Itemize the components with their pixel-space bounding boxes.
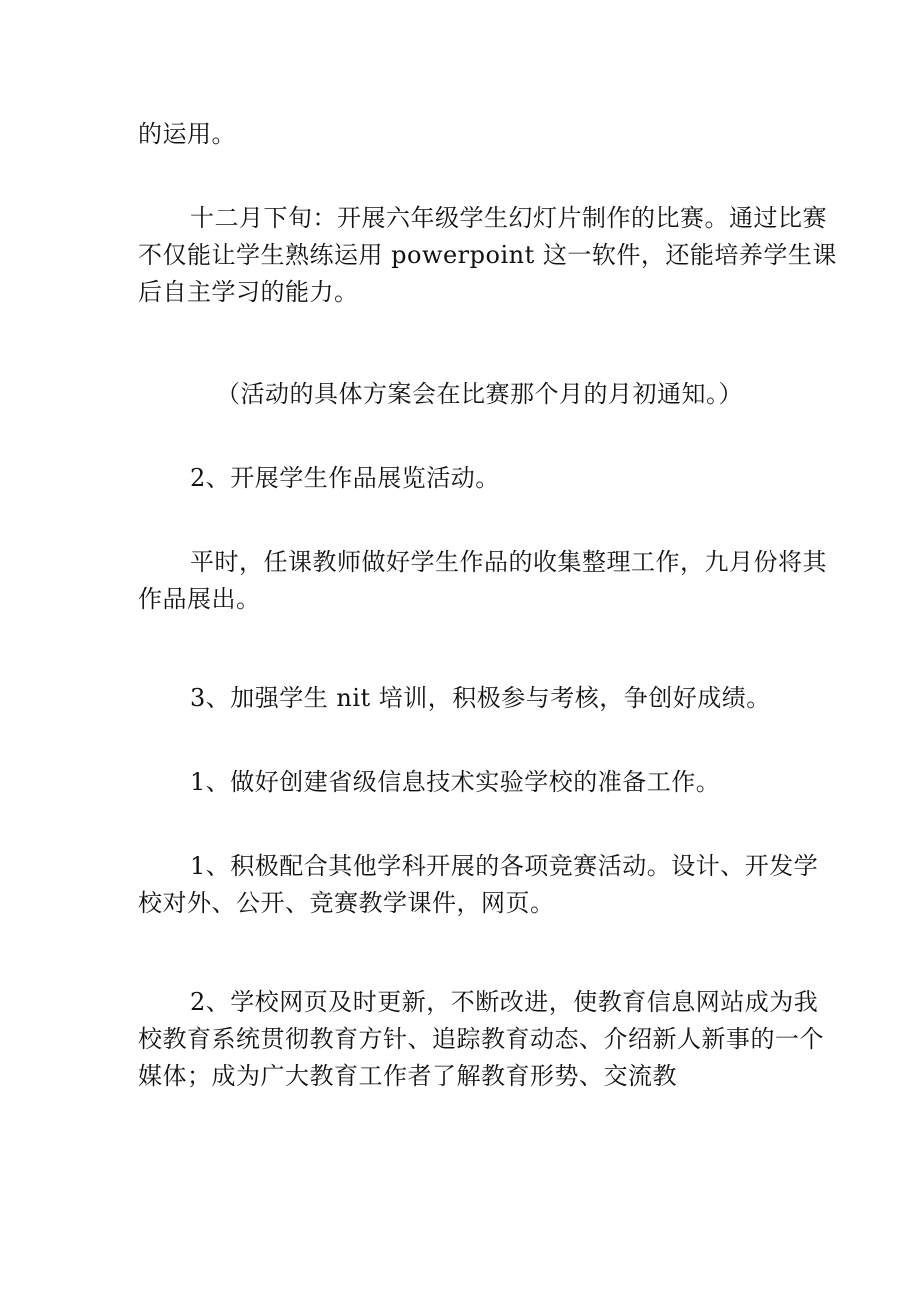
text-line: 校对外、公开、竞赛教学课件，网页。	[138, 889, 555, 917]
text-line: 媒体；成为广大教育工作者了解教育形势、交流教	[138, 1062, 677, 1090]
text-line: 后自主学习的能力。	[138, 278, 359, 306]
paragraph-6	[138, 680, 788, 717]
text-line: 校教育系统贯彻教育方针、追踪教育动态、介绍新人新事的一个	[138, 1025, 824, 1053]
text-line: 平时，任课教师做好学生作品的收集整理工作，九月份将其	[190, 548, 827, 576]
paragraph-8	[138, 848, 819, 922]
paragraph-5	[138, 544, 827, 618]
text-line: 1、做好创建省级信息技术实验学校的准备工作。	[190, 768, 721, 796]
paragraph-1	[138, 116, 788, 153]
text-line: 十二月下旬：开展六年级学生幻灯片制作的比赛。通过比赛	[190, 204, 827, 232]
text-line: （活动的具体方案会在比赛那个月的月初通知。）	[216, 380, 743, 408]
text-line: 作品展出。	[138, 585, 261, 613]
paragraph-2	[138, 200, 837, 311]
paragraph-7	[138, 764, 788, 801]
text-line: 1、积极配合其他学科开展的各项竞赛活动。设计、开发学	[190, 852, 819, 880]
text-line: 的运用。	[138, 120, 236, 148]
text-line: 2、开展学生作品展览活动。	[190, 464, 500, 492]
paragraph-4	[138, 460, 788, 497]
paragraph-9	[138, 984, 824, 1095]
text-line: 不仅能让学生熟练运用 powerpoint 这一软件，还能培养学生课	[138, 241, 837, 269]
text-line: 3、加强学生 nit 培训，积极参与考核，争创好成绩。	[190, 684, 771, 712]
text-line: 2、学校网页及时更新，不断改进，使教育信息网站成为我	[190, 988, 819, 1016]
paragraph-3	[138, 376, 788, 413]
